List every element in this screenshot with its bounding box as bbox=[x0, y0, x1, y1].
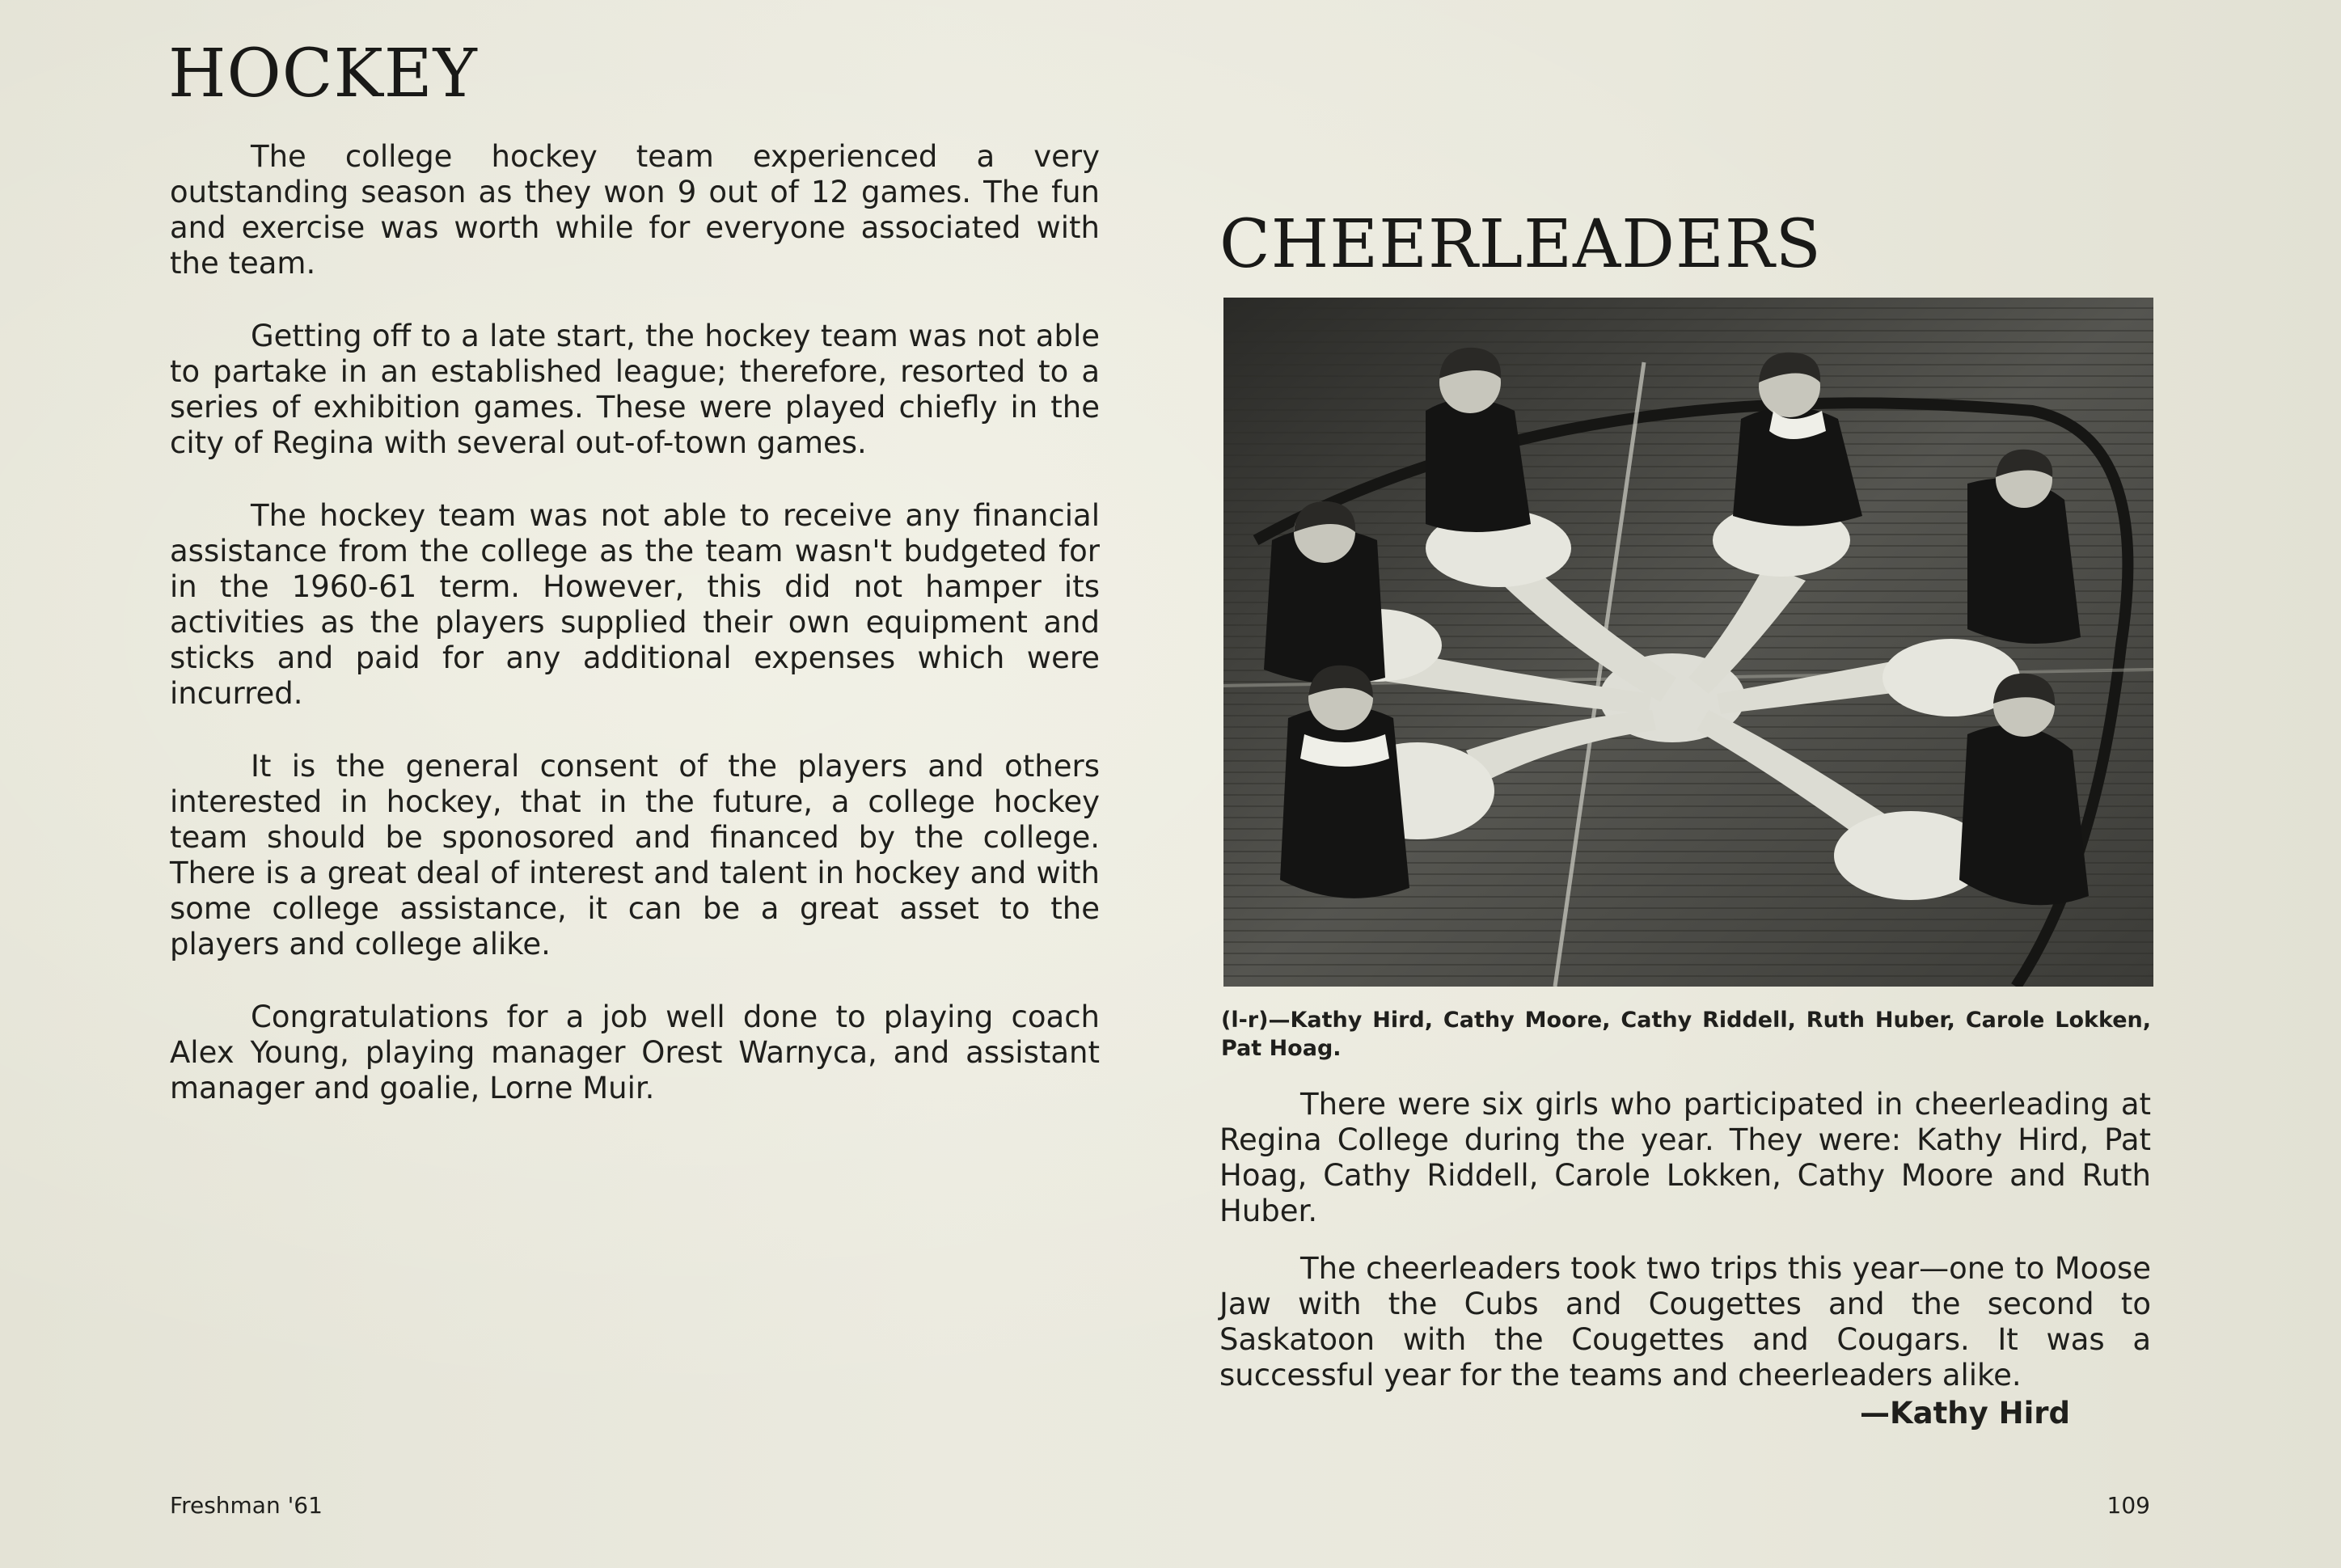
author-byline: —Kathy Hird bbox=[1859, 1396, 2070, 1431]
hockey-paragraph: It is the general consent of the players and others interested in hockey, that in the future, a college hockey team should be sponosored and financed by the college. There is a great deal of interest and talent in hockey and with some college assistance, it can be a great asset to the players and college alike. bbox=[170, 749, 1100, 962]
hockey-paragraph: Getting off to a late start, the hockey team was not able to partake in an established league; therefore, resorted to a series of exhibition games. These were played chiefly in the city of Regina with several out-of-town games. bbox=[170, 319, 1100, 460]
hockey-article bbox=[170, 139, 1100, 1143]
cheerleaders-article bbox=[1219, 1087, 2151, 1415]
photo-caption: (l-r)—Kathy Hird, Cathy Moore, Cathy Riddell, Ruth Huber, Carole Lokken, Pat Hoag. bbox=[1221, 1008, 2151, 1061]
cheerleaders-paragraph: There were six girls who participated in cheerleading at Regina College during the year. They were: Kathy Hird, Pat Hoag, Cathy Riddell, Carole Lokken, Cathy Moore and Ruth Huber. bbox=[1219, 1087, 2151, 1228]
hockey-paragraph: The hockey team was not able to receive any financial assistance from the college as the team wasn't budgeted for in the 1960-61 term. However, this did not hamper its activities as the players supplied their own equipment and sticks and paid for any additional expenses which were incurred. bbox=[170, 498, 1100, 711]
cheerleaders-heading: CHEERLEADERS bbox=[1219, 206, 1822, 283]
hockey-heading: HOCKEY bbox=[168, 36, 478, 112]
cheerleaders-paragraph: The cheerleaders took two trips this year—one to Moose Jaw with the Cubs and Cougettes and the second to Saskatoon with the Cougettes and Cougars. It was a successful year for the teams and cheerleaders alike. bbox=[1219, 1251, 2151, 1393]
hockey-paragraph: The college hockey team experienced a very outstanding season as they won 9 out of 12 games. The fun and exercise was worth while for everyone associated with the team. bbox=[170, 139, 1100, 281]
cheerleaders-photo bbox=[1223, 298, 2153, 987]
page-number: 109 bbox=[2106, 1492, 2150, 1519]
publication-footer: Freshman '61 bbox=[170, 1492, 323, 1519]
cheerleaders-photo-image bbox=[1223, 298, 2153, 987]
hockey-paragraph: Congratulations for a job well done to playing coach Alex Young, playing manager Orest Warnyca, and assistant manager and goalie, Lorne Muir. bbox=[170, 1000, 1100, 1105]
